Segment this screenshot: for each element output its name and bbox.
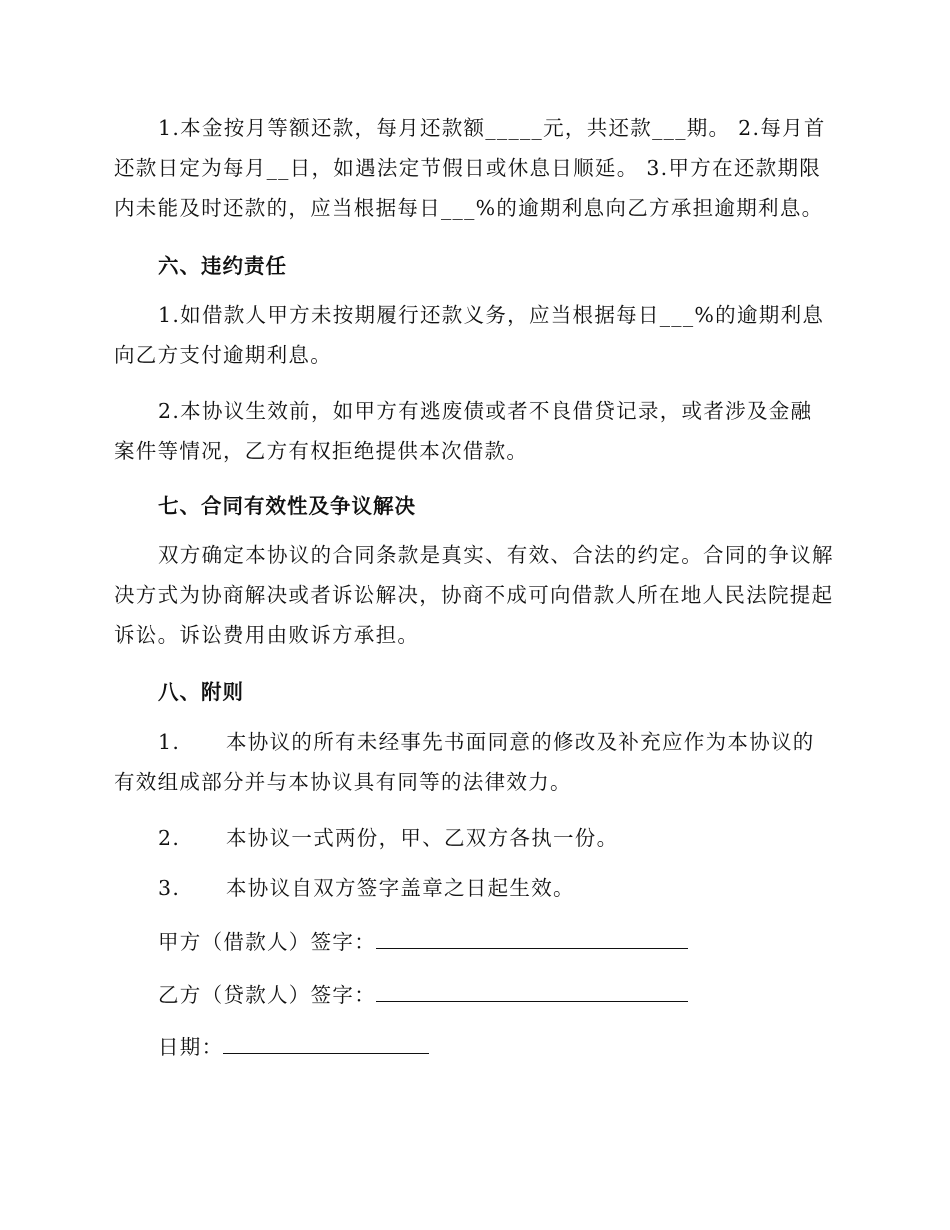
supplementary-item-2 <box>158 818 618 858</box>
section-heading-supplementary: 八、附则 <box>158 680 244 704</box>
date-label: 日期： <box>158 1035 224 1059</box>
date-blank[interactable] <box>223 1033 429 1054</box>
item-text: 本协议的所有未经事先书面同意的修改及补充应作为本协议的有效组成部分并与本协议具有同等的法律效力。 <box>114 730 815 794</box>
party-a-label: 甲方（借款人）签字： <box>158 930 376 954</box>
party-b-signature-line <box>158 981 688 1009</box>
item-number: 1. <box>158 730 181 754</box>
breach-item-2: 2.本协议生效前，如甲方有逃废债或者不良借贷记录，或者涉及金融案件等情况，乙方有权拒绝提供本次借款。 <box>114 399 813 463</box>
party-a-signature-blank[interactable] <box>376 928 688 949</box>
item-text: 本协议一式两份，甲、乙双方各执一份。 <box>226 826 619 850</box>
item-number: 3. <box>158 876 181 900</box>
supplementary-item-1 <box>114 722 834 802</box>
party-a-signature-line <box>158 928 688 956</box>
date-line <box>158 1033 429 1061</box>
breach-item-1: 1.如借款人甲方未按期履行还款义务，应当根据每日___%的逾期利息向乙方支付逾期利息。 <box>114 303 825 367</box>
party-b-signature-blank[interactable] <box>376 981 688 1002</box>
party-b-label: 乙方（贷款人）签字： <box>158 983 376 1007</box>
section-heading-validity: 七、合同有效性及争议解决 <box>158 494 416 518</box>
validity-paragraph: 双方确定本协议的合同条款是真实、有效、合法的约定。合同的争议解决方式为协商解决或者诉讼解决，协商不成可向借款人所在地人民法院提起诉讼。诉讼费用由败诉方承担。 <box>114 543 834 647</box>
repayment-terms-paragraph: 1.本金按月等额还款，每月还款额_____元，共还款___期。 2.每月首还款日定为每月__日，如遇法定节假日或休息日顺延。 3.甲方在还款期限内未能及时还款的，应当根据每日___%的逾期利息向乙方承担逾期利息。 <box>114 116 826 220</box>
item-text: 本协议自双方签字盖章之日起生效。 <box>226 876 575 900</box>
supplementary-item-3 <box>158 868 575 908</box>
item-number: 2. <box>158 826 181 850</box>
section-heading-breach: 六、违约责任 <box>158 254 287 278</box>
